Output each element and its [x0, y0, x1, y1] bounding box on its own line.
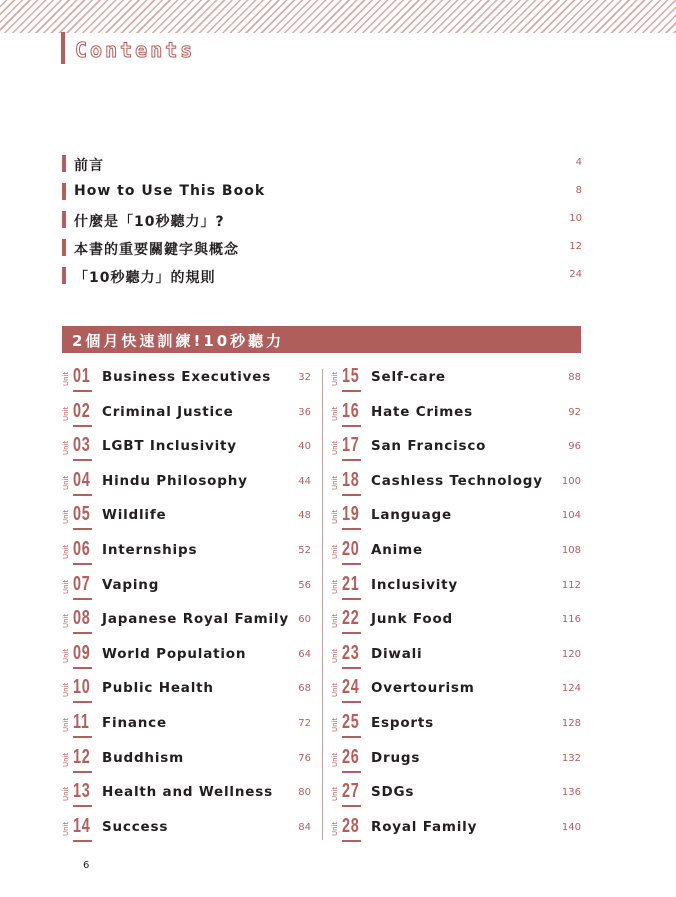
unit-label: Unit — [331, 510, 339, 525]
unit-number: 03 — [73, 434, 91, 457]
unit-number-underline — [73, 771, 92, 773]
unit-page-number: 48 — [298, 510, 311, 522]
unit-number-underline — [342, 459, 361, 461]
unit-label: Unit — [331, 614, 339, 629]
entry-accent-bar — [62, 155, 66, 172]
toc-entry[interactable] — [62, 154, 582, 174]
entry-label: 本書的重要關鍵字與概念 — [74, 242, 239, 258]
unit-title: LGBT Inclusivity — [102, 438, 237, 455]
entry-page-number: 24 — [569, 269, 582, 280]
unit-title: Cashless Technology — [371, 472, 543, 489]
section-header — [62, 326, 581, 353]
unit-title: Criminal Justice — [102, 403, 234, 420]
unit-title: Self-care — [371, 369, 446, 385]
unit-number: 11 — [73, 711, 90, 733]
unit-page-number: 72 — [298, 718, 311, 729]
unit-number-underline — [73, 459, 92, 461]
unit-title: Drugs — [371, 749, 421, 766]
unit-entry[interactable] — [331, 539, 581, 569]
unit-label: Unit — [331, 441, 339, 456]
unit-number-underline — [73, 736, 92, 738]
section-title: 2個月快速訓練!10秒聽力 — [72, 332, 285, 350]
unit-page-number: 112 — [561, 579, 581, 591]
unit-page-number: 140 — [561, 821, 581, 833]
unit-number: 01 — [73, 365, 91, 387]
unit-page-number: 100 — [561, 475, 581, 487]
unit-entry[interactable] — [331, 574, 581, 604]
unit-page-number: 88 — [568, 372, 581, 383]
unit-entry[interactable] — [62, 608, 311, 638]
unit-entry[interactable] — [331, 816, 581, 846]
unit-label: Unit — [331, 544, 339, 560]
unit-entry[interactable] — [62, 712, 311, 742]
unit-number: 07 — [73, 572, 91, 595]
column-divider — [322, 369, 323, 840]
unit-label: Unit — [62, 406, 70, 421]
unit-title: Hindu Philosophy — [102, 472, 248, 489]
unit-entry[interactable] — [331, 470, 581, 500]
unit-title: Diwali — [371, 645, 423, 662]
unit-title: Finance — [102, 715, 167, 731]
unit-page-number: 104 — [561, 510, 581, 522]
unit-entry[interactable] — [62, 435, 311, 465]
unit-page-number: 76 — [298, 752, 311, 764]
unit-number: 14 — [73, 814, 91, 837]
unit-number-underline — [342, 563, 361, 565]
unit-page-number: 96 — [568, 441, 581, 453]
unit-number: 20 — [342, 538, 360, 560]
unit-number: 23 — [342, 641, 360, 664]
unit-number-underline — [342, 390, 361, 392]
entry-accent-bar — [62, 267, 66, 284]
unit-label: Unit — [62, 441, 70, 456]
unit-number: 05 — [73, 503, 91, 526]
unit-entry[interactable] — [62, 747, 311, 777]
unit-number: 16 — [342, 399, 360, 422]
unit-number: 15 — [342, 365, 360, 387]
unit-number-underline — [342, 425, 361, 427]
unit-page-number: 128 — [561, 718, 581, 729]
page-number: 6 — [83, 860, 90, 871]
entry-page-number: 4 — [575, 157, 582, 168]
unit-number: 02 — [73, 399, 91, 422]
unit-entry[interactable] — [62, 677, 311, 707]
unit-title: Vaping — [102, 576, 160, 593]
unit-label: Unit — [331, 475, 339, 490]
unit-number: 28 — [342, 814, 360, 837]
unit-page-number: 124 — [561, 683, 581, 695]
unit-number-underline — [73, 598, 92, 600]
unit-number-underline — [73, 390, 92, 392]
unit-label: Unit — [62, 614, 70, 629]
unit-entry[interactable] — [62, 574, 311, 604]
unit-page-number: 32 — [298, 372, 311, 383]
unit-entry[interactable] — [331, 608, 581, 638]
unit-entry[interactable] — [62, 470, 311, 500]
unit-entry[interactable] — [331, 747, 581, 777]
unit-label: Unit — [331, 821, 339, 836]
unit-page-number: 36 — [298, 406, 311, 418]
toc-entry[interactable] — [62, 182, 582, 202]
unit-title: Internships — [102, 542, 198, 558]
unit-title: Anime — [371, 542, 423, 558]
unit-entry[interactable] — [331, 643, 581, 673]
unit-page-number: 136 — [561, 787, 581, 799]
unit-number-underline — [342, 736, 361, 738]
unit-entry[interactable] — [331, 781, 581, 811]
unit-number-underline — [73, 494, 92, 496]
unit-label: Unit — [331, 579, 339, 594]
unit-title: Esports — [371, 715, 434, 731]
unit-title: SDGs — [371, 784, 415, 801]
unit-entry[interactable] — [62, 781, 311, 811]
unit-title: Royal Family — [371, 818, 478, 835]
entry-label: 什麼是「10秒聽力」? — [74, 214, 225, 230]
unit-title: Language — [371, 507, 452, 524]
unit-label: Unit — [62, 475, 70, 490]
unit-entry[interactable] — [62, 539, 311, 569]
unit-number: 06 — [73, 538, 91, 560]
unit-number-underline — [342, 701, 361, 703]
unit-title: Health and Wellness — [102, 784, 273, 801]
unit-number-underline — [342, 840, 361, 842]
unit-page-number: 64 — [298, 648, 311, 660]
toc-entry[interactable] — [62, 266, 582, 286]
toc-entry[interactable] — [62, 210, 582, 230]
unit-label: Unit — [331, 371, 339, 387]
unit-number: 04 — [73, 468, 91, 491]
unit-number-underline — [342, 632, 361, 634]
unit-label: Unit — [62, 821, 70, 836]
unit-number: 19 — [342, 503, 360, 526]
unit-page-number: 80 — [298, 787, 311, 799]
unit-number-underline — [342, 805, 361, 807]
unit-page-number: 60 — [298, 614, 311, 626]
unit-title: Buddhism — [102, 749, 184, 766]
unit-title: World Population — [102, 645, 247, 662]
unit-number-underline — [73, 840, 92, 842]
unit-label: Unit — [62, 717, 70, 733]
entry-accent-bar — [62, 211, 66, 228]
unit-label: Unit — [62, 371, 70, 387]
unit-entry[interactable] — [62, 366, 311, 396]
unit-label: Unit — [331, 752, 339, 767]
unit-page-number: 92 — [568, 406, 581, 418]
unit-label: Unit — [62, 752, 70, 767]
unit-number: 24 — [342, 676, 360, 699]
toc-entry[interactable] — [62, 238, 582, 258]
decorative-stripes — [0, 0, 676, 33]
unit-title: Public Health — [102, 680, 214, 697]
unit-page-number: 40 — [298, 441, 311, 453]
unit-entry[interactable] — [331, 435, 581, 465]
unit-number: 21 — [342, 572, 360, 595]
unit-title: Japanese Royal Family — [102, 611, 289, 628]
entry-accent-bar — [62, 239, 66, 256]
unit-label: Unit — [62, 579, 70, 594]
unit-number: 27 — [342, 780, 360, 803]
unit-page-number: 44 — [298, 475, 311, 487]
entry-accent-bar — [62, 183, 66, 200]
unit-label: Unit — [62, 683, 70, 698]
unit-label: Unit — [331, 406, 339, 421]
unit-entry[interactable] — [62, 504, 311, 534]
unit-number: 13 — [73, 780, 91, 803]
unit-number-underline — [73, 805, 92, 807]
unit-number-underline — [73, 425, 92, 427]
unit-page-number: 132 — [561, 752, 581, 764]
unit-number-underline — [73, 701, 92, 703]
unit-entry[interactable] — [331, 366, 581, 396]
unit-page-number: 84 — [298, 821, 311, 833]
unit-number: 09 — [73, 641, 91, 664]
page-title: Contents — [75, 38, 196, 62]
unit-entry[interactable] — [331, 712, 581, 742]
unit-number-underline — [342, 598, 361, 600]
entry-page-number: 8 — [575, 185, 582, 196]
unit-number: 22 — [342, 607, 360, 630]
unit-label: Unit — [62, 648, 70, 663]
unit-title: Junk Food — [371, 611, 454, 628]
unit-entry[interactable] — [331, 677, 581, 707]
unit-title: Overtourism — [371, 680, 475, 697]
unit-label: Unit — [62, 510, 70, 525]
unit-page-number: 108 — [561, 545, 581, 556]
unit-page-number: 68 — [298, 683, 311, 695]
unit-page-number: 52 — [298, 545, 311, 556]
unit-number: 26 — [342, 745, 360, 768]
unit-entry[interactable] — [62, 816, 311, 846]
unit-label: Unit — [331, 648, 339, 663]
unit-entry[interactable] — [331, 504, 581, 534]
unit-title: Business Executives — [102, 369, 272, 385]
unit-number: 25 — [342, 711, 360, 733]
unit-number: 10 — [73, 676, 91, 699]
entry-label: 「10秒聽力」的規則 — [74, 270, 216, 286]
unit-page-number: 116 — [561, 614, 581, 626]
entry-page-number: 10 — [569, 213, 582, 224]
unit-number-underline — [73, 528, 92, 530]
unit-title: Hate Crimes — [371, 403, 473, 420]
unit-page-number: 120 — [561, 648, 581, 660]
unit-page-number: 56 — [298, 579, 311, 591]
unit-label: Unit — [331, 717, 339, 733]
unit-entry[interactable] — [62, 643, 311, 673]
unit-number-underline — [73, 667, 92, 669]
unit-number-underline — [73, 632, 92, 634]
unit-number-underline — [342, 771, 361, 773]
unit-title: San Francisco — [371, 438, 487, 455]
unit-number-underline — [342, 667, 361, 669]
unit-number: 18 — [342, 468, 360, 491]
unit-entry[interactable] — [62, 401, 311, 431]
unit-label: Unit — [331, 683, 339, 698]
unit-number: 08 — [73, 607, 91, 630]
unit-title: Success — [102, 818, 169, 835]
unit-label: Unit — [62, 787, 70, 802]
entry-label: How to Use This Book — [74, 183, 266, 199]
unit-title: Inclusivity — [371, 576, 459, 593]
entry-label: 前言 — [74, 158, 104, 174]
unit-label: Unit — [62, 544, 70, 560]
unit-number: 12 — [73, 745, 91, 768]
unit-number-underline — [73, 563, 92, 565]
unit-number-underline — [342, 528, 361, 530]
unit-label: Unit — [331, 787, 339, 802]
unit-entry[interactable] — [331, 401, 581, 431]
unit-title: Wildlife — [102, 507, 167, 524]
unit-number-underline — [342, 494, 361, 496]
entry-page-number: 12 — [569, 241, 582, 252]
unit-number: 17 — [342, 434, 360, 457]
title-accent-bar — [61, 32, 65, 64]
